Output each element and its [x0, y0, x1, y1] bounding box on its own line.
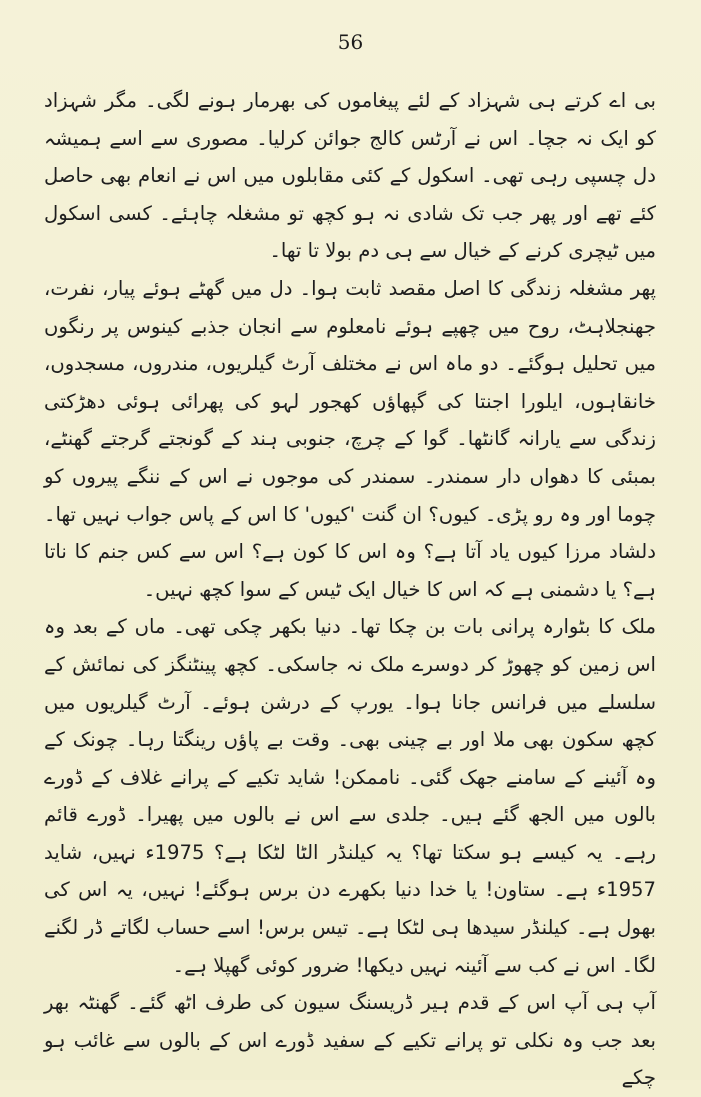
paragraph-3: ملک کا بٹوارہ پرانی بات بن چکا تھا۔ دنیا بکھر چکی تھی۔ ماں کے بعد وہ اس زمین کو چھوڑ کر دوسرے ملک نہ جاسکی۔ کچھ پینٹنگز کی نمائش کے سلسلے میں فرانس جانا ہوا۔ یورپ کے درشن ہوئے۔ آرٹ گیلریوں میں کچھ سکون بھی ملا اور بے چینی بھی۔ وقت بے پاؤں رینگتا رہا۔ چونک کے وہ آئینے کے سامنے جھک گئی۔ ناممکن! شاید تکیے کے پرانے غلاف کے ڈورے بالوں میں الجھ گئے ہیں۔ جلدی سے اس نے بالوں میں پھیرا۔ ڈورے قائم رہے۔ یہ کیسے ہو سکتا تھا؟ یہ کیلنڈر الٹا لٹکا ہے؟ 1975ء نہیں، شاید 1957ء ہے۔ ستاون! یا خدا دنیا بکھرے دن برس ہوگئے! نہیں، یہ اس کی بھول ہے۔ کیلنڈر سیدھا ہی لٹکا ہے۔ تیس برس! اسے حساب لگاتے ڈر لگنے لگا۔ اس نے کب سے آئینہ نہیں دیکھا! ضرور کوئی گھپلا ہے۔	[44, 615, 657, 977]
page-number: 56	[337, 30, 364, 54]
paragraph-1: بی اے کرتے ہی شہزاد کے لئے پیغاموں کی بھرمار ہونے لگی۔ مگر شہزاد کو ایک نہ جچا۔ اس نے آرٹس کالج جوائن کرلیا۔ مصوری سے اسے ہمیشہ دل چسپی رہی تھی۔ اسکول کے کئی مقابلوں میں اس نے انعام بھی حاصل کئے تھے اور پھر جب تک شادی نہ ہو کچھ تو مشغلہ چاہئے۔ کسی اسکول میں ٹیچری کرنے کے خیال سے ہی دم بولا تا تھا۔	[44, 89, 656, 263]
paragraph-4: آپ ہی آپ اس کے قدم ہیر ڈریسنگ سیون کی طرف اٹھ گئے۔ گھنٹہ بھر بعد جب وہ نکلی تو پرانے تکیے کے سفید ڈورے اس کے بالوں سے غائب ہو چکے	[44, 991, 656, 1090]
body-text	[44, 82, 656, 1097]
paragraph-2: پھر مشغلہ زندگی کا اصل مقصد ثابت ہوا۔ دل میں گھٹے ہوئے پیار، نفرت، جھنجلاہٹ، روح میں چھپے ہوئے نامعلوم سے انجان جذبے کینوس پر رنگوں میں تحلیل ہوگئے۔ دو ماہ اس نے مختلف آرٹ گیلریوں، مندروں، مسجدوں، خانقاہوں، ایلورا اجنتا کی گپھاؤں کھجور لہو کی پھرائی ہوئی دھڑکتی زندگی سے یارانہ گانٹھا۔ گوا کے چرچ، جنوبی ہند کے گونجتے گرجتے گھنٹے، بمبئی کا دھواں دار سمندر۔ سمندر کی موجوں نے اس کے ننگے پیروں کو چوما اور وہ رو پڑی۔ کیوں؟ ان گنت 'کیوں' کا اس کے پاس جواب نہیں تھا۔ دلشاد مرزا کیوں یاد آتا ہے؟ وہ اس کا کون ہے؟ اس سے کس جنم کا ناتا ہے؟ یا دشمنی ہے کہ اس کا خیال ایک ٹیس کے سوا کچھ نہیں۔	[44, 276, 656, 601]
